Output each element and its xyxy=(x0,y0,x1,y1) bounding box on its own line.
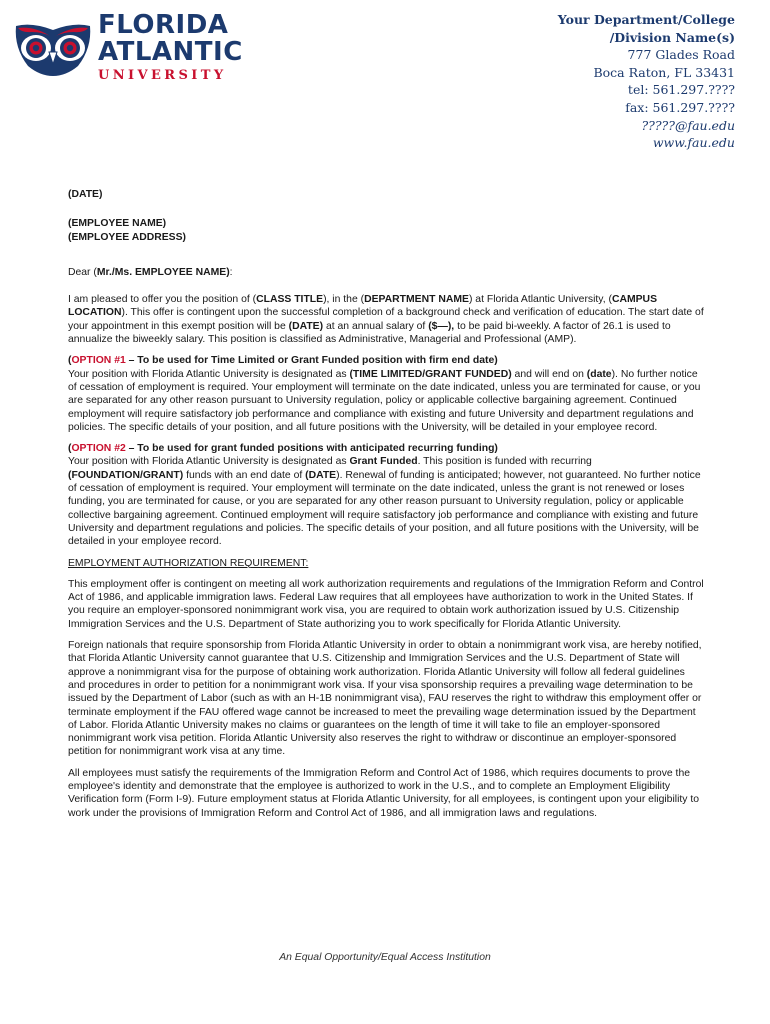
authorization-paragraph-1: This employment offer is contingent on meeting all work authorization requirements and regulations of the Immigration Reform and Control Act of 1986, and applicable immigration laws. Federal Law requires that all employees have authorization to work in the United States. If you require an employer-sponsored nonimmigrant work visa, you are required to obtain work authorization issued by U.S. Citizenship Immigration Services and the U.S. Department of State authorizing you to work specifically for Florida Atlantic University. xyxy=(68,578,704,630)
intro-paragraph: I am pleased to offer you the position of (CLASS TITLE), in the (DEPARTMENT NAME) at Florida Atlantic University, (CAMPUS LOCATION). This offer is contingent upon the successful completion of a background check and verification of education. The start date of your appointment in this exempt position will be (DATE) at an annual salary of ($—), to be paid bi-weekly. A factor of 26.1 is used to annualize the biweekly salary. This position is classified as Administrative, Managerial and Professional (AMP). xyxy=(68,294,704,346)
owl-icon xyxy=(12,18,94,76)
authorization-paragraph-3: All employees must satisfy the requirements of the Immigration Reform and Control Act of 1986, which requires documents to prove the employee's identity and demonstrate that the employee is authorized to work in the U.S., and to complete an Employment Eligibility Verification form (Form I-9). Future employment status at Florida Atlantic University, for all employees, is contingent upon your eligibility to work under the provisions of Immigration Reform and Control Act of 1986, and all immigration laws and regulations. xyxy=(68,767,700,819)
email: ?????@fau.edu xyxy=(641,117,735,133)
letter-body xyxy=(68,188,704,820)
street-address: 777 Glades Road xyxy=(627,47,735,63)
footer-equal-opportunity: An Equal Opportunity/Equal Access Institution xyxy=(279,952,491,963)
logo-line-atlantic: ATLANTIC xyxy=(98,37,243,67)
letter-date: (DATE) xyxy=(68,189,103,200)
employment-authorization-heading: EMPLOYMENT AUTHORIZATION REQUIREMENT: xyxy=(68,557,309,569)
logo-line-university: UNIVERSITY xyxy=(98,68,227,83)
authorization-paragraph-2: Foreign nationals that require sponsorship from Florida Atlantic University in order to obtain a nonimmigrant work visa, are hereby notified, that Florida Atlantic University cannot guarantee that U.S. Citizenship and Immigration Services and the U.S. Department of State will approve a nonimmigrant visa for the purpose of obtaining work authorization. Florida Atlantic University will follow all federal guidelines and procedures in order to petition for a nonimmigrant work visa. If your visa sponsorship requires a prevailing wage determination to be issued by the Department of Labor (such as with an H-1B nonimmigrant visa), FAU reserves the right to withdraw this employment offer or terminate employment if the FAU offered wage cannot be increased to meet the prevailing wage determination issued by the Department of Labor. Florida Atlantic University makes no claims or guarantees on the length of time it will take to file an employer-sponsored nonimmigrant work visa petition. Florida Atlantic University also reserves the right to withdraw or discontinue an employer-sponsored petition for nonimmigrant work visa at any time. xyxy=(68,640,702,758)
salutation: Dear (Mr./Ms. EMPLOYEE NAME): xyxy=(68,266,233,278)
telephone: tel: 561.297.???? xyxy=(627,82,735,98)
department-name-line2: /Division Name(s) xyxy=(609,29,735,45)
department-address-block xyxy=(558,11,735,152)
option2-paragraph: (OPTION #2 – To be used for grant funded positions with anticipated recurring funding) Your position with Florida Atlantic University is designated as Grant Funded. This position is funded with recurring (FOUNDATION/GRANT) funds with an end date of (DATE). Renewal of funding is anticipated; however, not guaranteed. No further notice of cessation of employment is required. Your employment will terminate on the date indicated, unless the grant is not renewed or loses funding, you are terminated for cause, or you are separated for any other reason pursuant to University regulation, policy or applicable collective bargaining agreement. Continued employment will require satisfactory job performance and compliance with existing and future University and department regulations and policies. The specific details of your position, and all future positions with the University, will be detailed in your employee record. xyxy=(68,443,701,548)
employee-address: (EMPLOYEE ADDRESS) xyxy=(68,231,186,243)
logo-line-florida: FLORIDA xyxy=(98,10,229,40)
fax: fax: 561.297.???? xyxy=(625,99,735,115)
website: www.fau.edu xyxy=(652,135,735,151)
employee-name: (EMPLOYEE NAME) xyxy=(68,218,167,230)
fau-logo xyxy=(12,10,262,82)
city-state-zip: Boca Raton, FL 33431 xyxy=(593,64,735,80)
logo-wordmark xyxy=(98,12,243,84)
option1-paragraph: (OPTION #1 – To be used for Time Limited or Grant Funded position with firm end date) Your position with Florida Atlantic University is designated as (TIME LIMITED/GRANT FUNDED) and will end on (date). No further notice of cessation of employment is required. Your employment will terminate on the date indicated, unless you are terminated for cause, or you are separated for any other reason pursuant to University regulation, policy or applicable collective bargaining agreement. Continued employment will require satisfactory job performance and compliance with existing and future University and department regulations and policies. The specific details of your position, and all future positions with the University, will be detailed in your employee record. xyxy=(68,355,701,433)
department-name-line1: Your Department/College xyxy=(557,12,735,27)
